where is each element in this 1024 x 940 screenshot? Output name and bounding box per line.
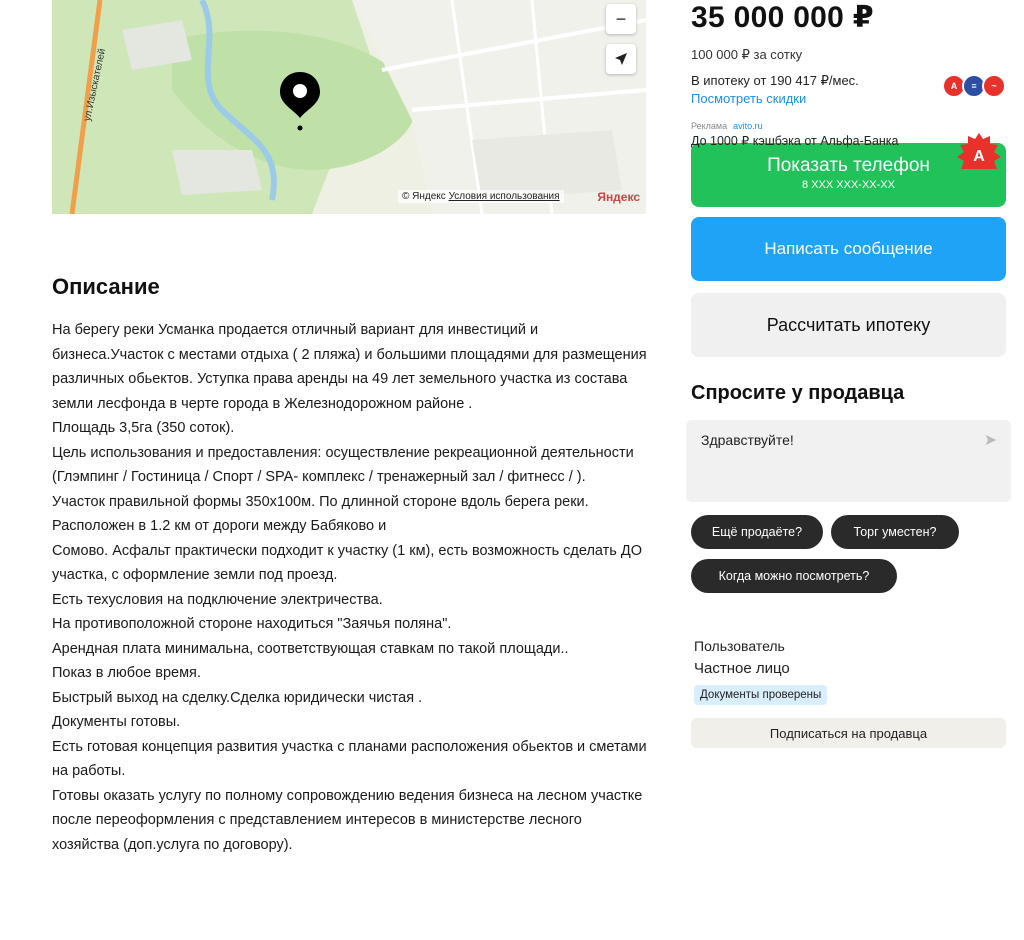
bank-icon: ≡ [962, 74, 986, 98]
show-phone-label: Показать телефон [767, 155, 930, 176]
location-arrow-icon [614, 52, 628, 66]
quick-reply-bargain[interactable]: Торг уместен? [831, 515, 959, 549]
description-paragraph: Быстрый выход на сделку.Сделка юридически чистая . [52, 689, 423, 706]
mortgage-estimate: В ипотеку от 190 417 ₽/мес. [691, 73, 859, 88]
send-icon[interactable]: ➤ [983, 432, 997, 449]
description-paragraph: Есть техусловия на подключение электричества. [52, 591, 383, 608]
ad-label [691, 121, 763, 131]
description-paragraph: Арендная плата минимальна, соответствующая ставкам по такой площади.. [52, 640, 569, 657]
ad-marker: Реклама [691, 121, 728, 131]
price-per-unit: 100 000 ₽ за сотку [691, 47, 803, 62]
map-attribution [398, 190, 564, 203]
street-label: ул.Изыскателей [82, 47, 109, 123]
bank-logos[interactable] [942, 74, 1006, 98]
phone-masked: 8 XXX XXX-XX-XX [802, 179, 895, 191]
subscribe-seller-button[interactable]: Подписаться на продавца [691, 718, 1006, 748]
documents-verified-badge: Документы проверены [694, 685, 827, 705]
description-paragraph: На противоположной стороне находиться "Заячья поляна". [52, 616, 452, 632]
description-paragraph: Документы готовы. [52, 714, 181, 730]
calculate-mortgage-button[interactable]: Рассчитать ипотеку [691, 293, 1006, 357]
seller-role[interactable]: Пользователь [694, 638, 785, 654]
description-paragraph: Цель использования и предоставления: осуществление рекреационной деятельности (Глэмпинг / Гостиница / Спорт / SPA- комплекс / тренажерный зал / фитнесс / ). [52, 444, 634, 485]
yandex-logo: Яндекс [597, 190, 640, 204]
ad-text[interactable]: До 1000 ₽ кэшбэка от Альфа-Банка [691, 134, 899, 148]
ad-site[interactable]: avito.ru [733, 121, 763, 131]
seller-type: Частное лицо [694, 660, 790, 677]
ask-seller-title: Спросите у продавца [691, 382, 905, 404]
minus-icon: − [615, 8, 627, 29]
alfa-bank-badge-icon [957, 133, 1001, 173]
map-pin-icon [278, 70, 322, 134]
description-paragraph: Площадь 3,5га (350 соток). [52, 420, 235, 436]
map-background [52, 0, 646, 214]
alfa-bank-icon: A [942, 74, 966, 98]
svg-text:A: A [973, 148, 985, 165]
price: 35 000 000 ₽ [691, 1, 874, 34]
description-paragraph: Показ в любое время. [52, 665, 201, 681]
locate-button[interactable] [606, 44, 636, 74]
description-paragraph: Готовы оказать услугу по полному сопровождению ведения бизнеса на лесном участке после переоформления с представлением интересов в министерстве лесного хозяйства (доп.услуга по договору). [52, 787, 643, 853]
message-input-text: Здравствуйте! [701, 432, 794, 448]
discounts-link[interactable]: Посмотреть скидки [691, 91, 807, 106]
description-paragraph: Расположен в 1.2 км от дороги между Бабяково и [52, 518, 387, 534]
write-message-button[interactable]: Написать сообщение [691, 217, 1006, 281]
map-copyright: © Яндекс [402, 191, 446, 202]
description-body [52, 318, 652, 857]
zoom-out-button[interactable] [606, 4, 636, 34]
description-paragraph: Участок правильной формы 350х100м. По длинной стороне вдоль берега реки. [52, 493, 589, 510]
bank-icon: ~ [982, 74, 1006, 98]
map[interactable] [52, 0, 646, 214]
description-title: Описание [52, 274, 160, 299]
description-paragraph: Есть готовая концепция развития участка с планами расположения обьектов и сметами на работы. [52, 738, 647, 779]
message-input[interactable] [686, 420, 1011, 502]
map-terms-link[interactable]: Условия использования [448, 191, 560, 202]
quick-reply-viewing-time[interactable]: Когда можно посмотреть? [691, 559, 897, 593]
description-paragraph: Сомово. Асфальт практически подходит к участку (1 км), есть возможность сделать ДО участка, с оформление земли под проезд. [52, 542, 642, 583]
quick-reply-still-selling[interactable]: Ещё продаёте? [691, 515, 823, 549]
description-paragraph: На берегу реки Усманка продается отличный вариант для инвестиций и бизнеса.Участок с местами отдыха ( 2 пляжа) и большими площадями для размещения различных обьектов. Уступка права аренды на 49 лет земельного участка из состава земли лесфонда в черте города в Железнодорожном районе . [52, 322, 647, 412]
